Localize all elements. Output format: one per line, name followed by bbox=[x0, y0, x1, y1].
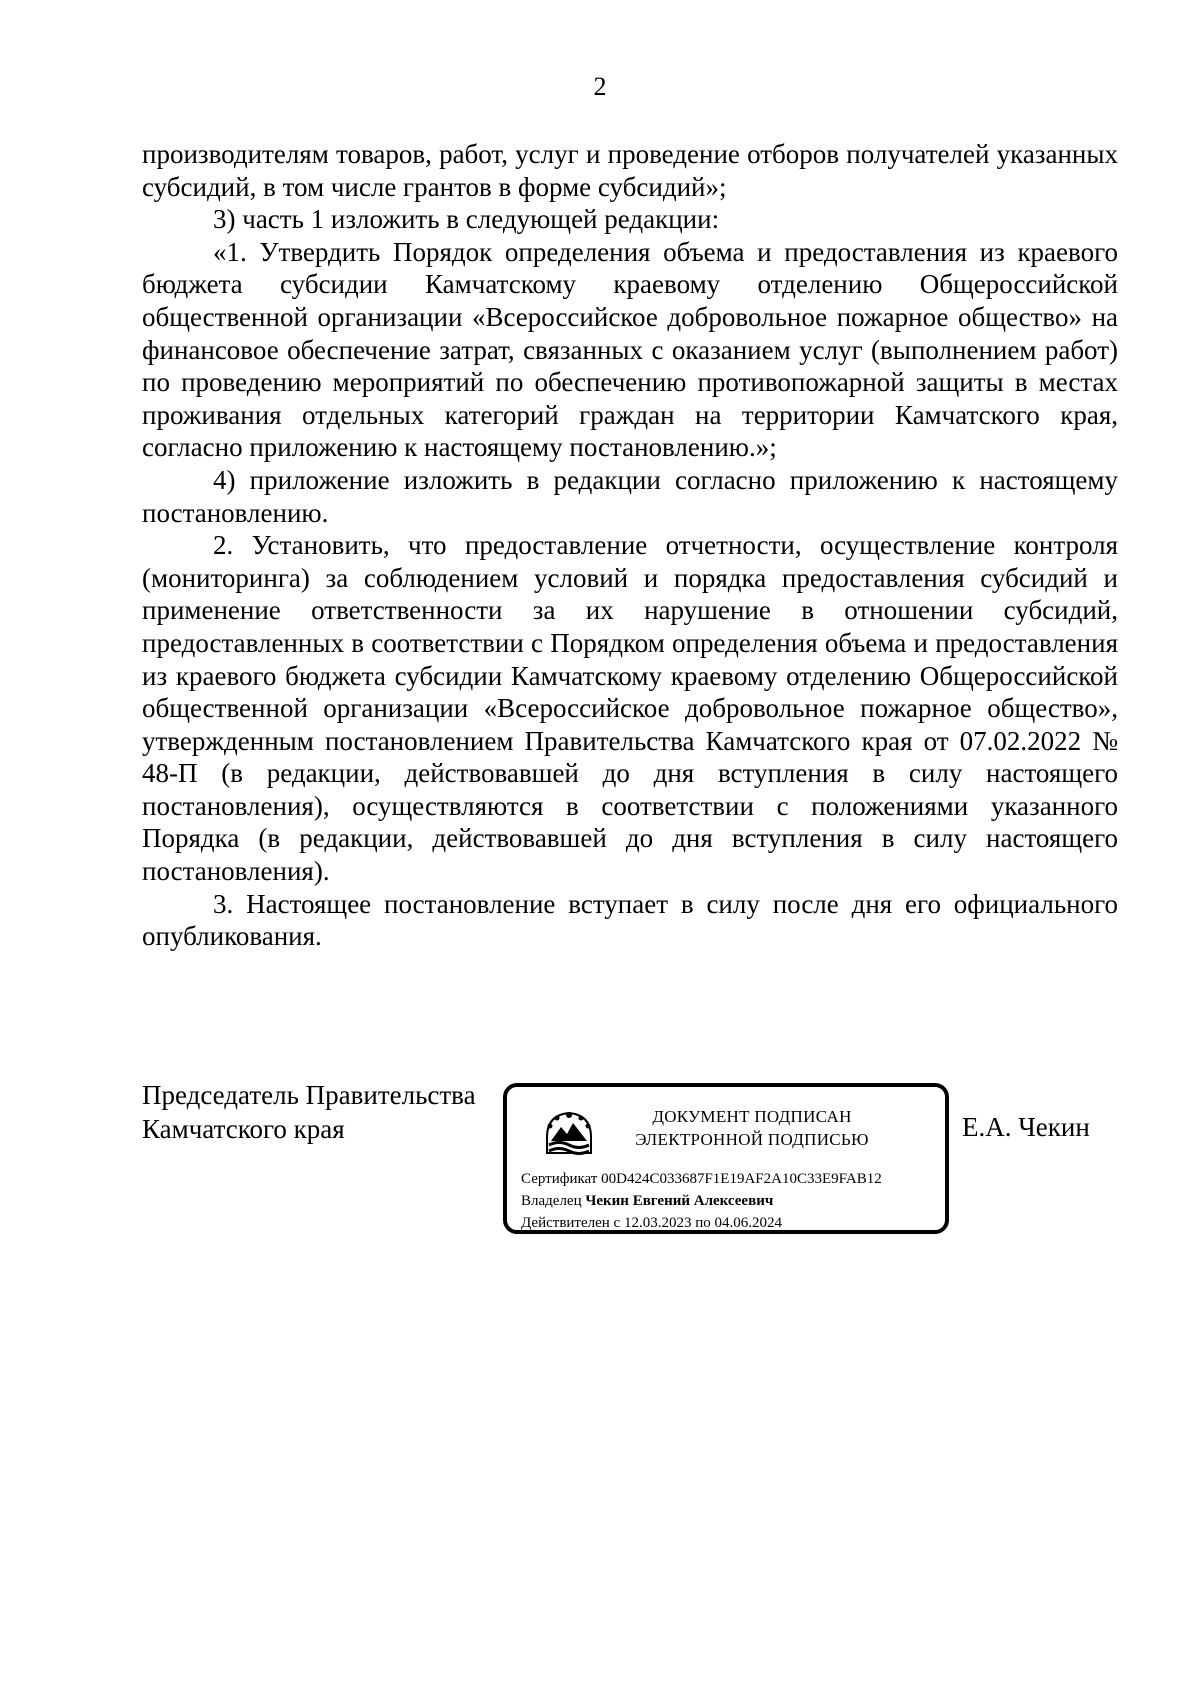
certificate-value: 00D424C033687F1E19AF2A10C33E9FAB12 bbox=[601, 1171, 882, 1187]
page-number: 2 bbox=[593, 72, 607, 101]
signer-name: Е.А. Чекин bbox=[962, 1112, 1090, 1142]
paragraph: производителям товаров, работ, услуг и проведение отборов получателей указанных субсидий, в том числе грантов в форме субсидий»; bbox=[142, 139, 1118, 202]
stamp-certificate-row bbox=[521, 1171, 882, 1188]
stamp-validity-row: Действителен с 12.03.2023 по 04.06.2024 bbox=[521, 1215, 782, 1231]
electronic-signature-stamp bbox=[503, 1083, 949, 1234]
stamp-heading-line: ЭЛЕКТРОННОЙ ПОДПИСЬЮ bbox=[635, 1130, 869, 1149]
paragraph: 2. Установить, что предоставление отчетности, осуществление контроля (мониторинга) за соблюдением условий и порядка предоставления субсидий и применение ответственности за их нарушение в отношении субсидий, предоставленных в соответствии с Порядком определения объема и предоставления из краевого бюджета субсидии Камчатскому краевому отделению Общероссийской общественной организации «Всероссийское добровольное пожарное общество», утвержденным постановлением Правительства Камчатского края от 07.02.2022 № 48-П (в редакции, действовавшей до дня вступления в силу настоящего постановления), осуществляются в соответствии с положениями указанного Порядка (в редакции, действовавшей до дня вступления в силу настоящего постановления). bbox=[142, 530, 1118, 887]
stamp-owner-row bbox=[521, 1193, 773, 1210]
certificate-label: Сертификат bbox=[521, 1171, 598, 1187]
kamchatka-coat-of-arms-icon bbox=[543, 1107, 595, 1159]
signer-title-line: Камчатского края bbox=[142, 1114, 345, 1144]
paragraph: «1. Утвердить Порядок определения объема и предоставления из краевого бюджета субсидии Камчатскому краевому отделению Общероссийской общественной организации «Всероссийское добровольное пожарное общество» на финансовое обеспечение затрат, связанных с оказанием услуг (выполнением работ) по проведению мероприятий по обеспечению противопожарной защиты в местах проживания отдельных категорий граждан на территории Камчатского края, согласно приложению к настоящему постановлению.»; bbox=[142, 236, 1118, 463]
stamp-heading bbox=[622, 1105, 882, 1151]
owner-label: Владелец bbox=[521, 1193, 582, 1209]
paragraph: 3. Настоящее постановление вступает в силу после дня его официального опубликования. bbox=[142, 888, 1118, 952]
signer-title-line: Председатель Правительства bbox=[142, 1080, 476, 1110]
stamp-heading-line: ДОКУМЕНТ ПОДПИСАН bbox=[652, 1107, 852, 1126]
owner-value: Чекин Евгений Алексеевич bbox=[585, 1193, 774, 1209]
paragraph: 4) приложение изложить в редакции согласно приложению к настоящему постановлению. bbox=[142, 464, 1118, 528]
paragraph: 3) часть 1 изложить в следующей редакции: bbox=[213, 204, 720, 235]
signer-title bbox=[142, 1078, 476, 1146]
document-body bbox=[142, 138, 1118, 953]
